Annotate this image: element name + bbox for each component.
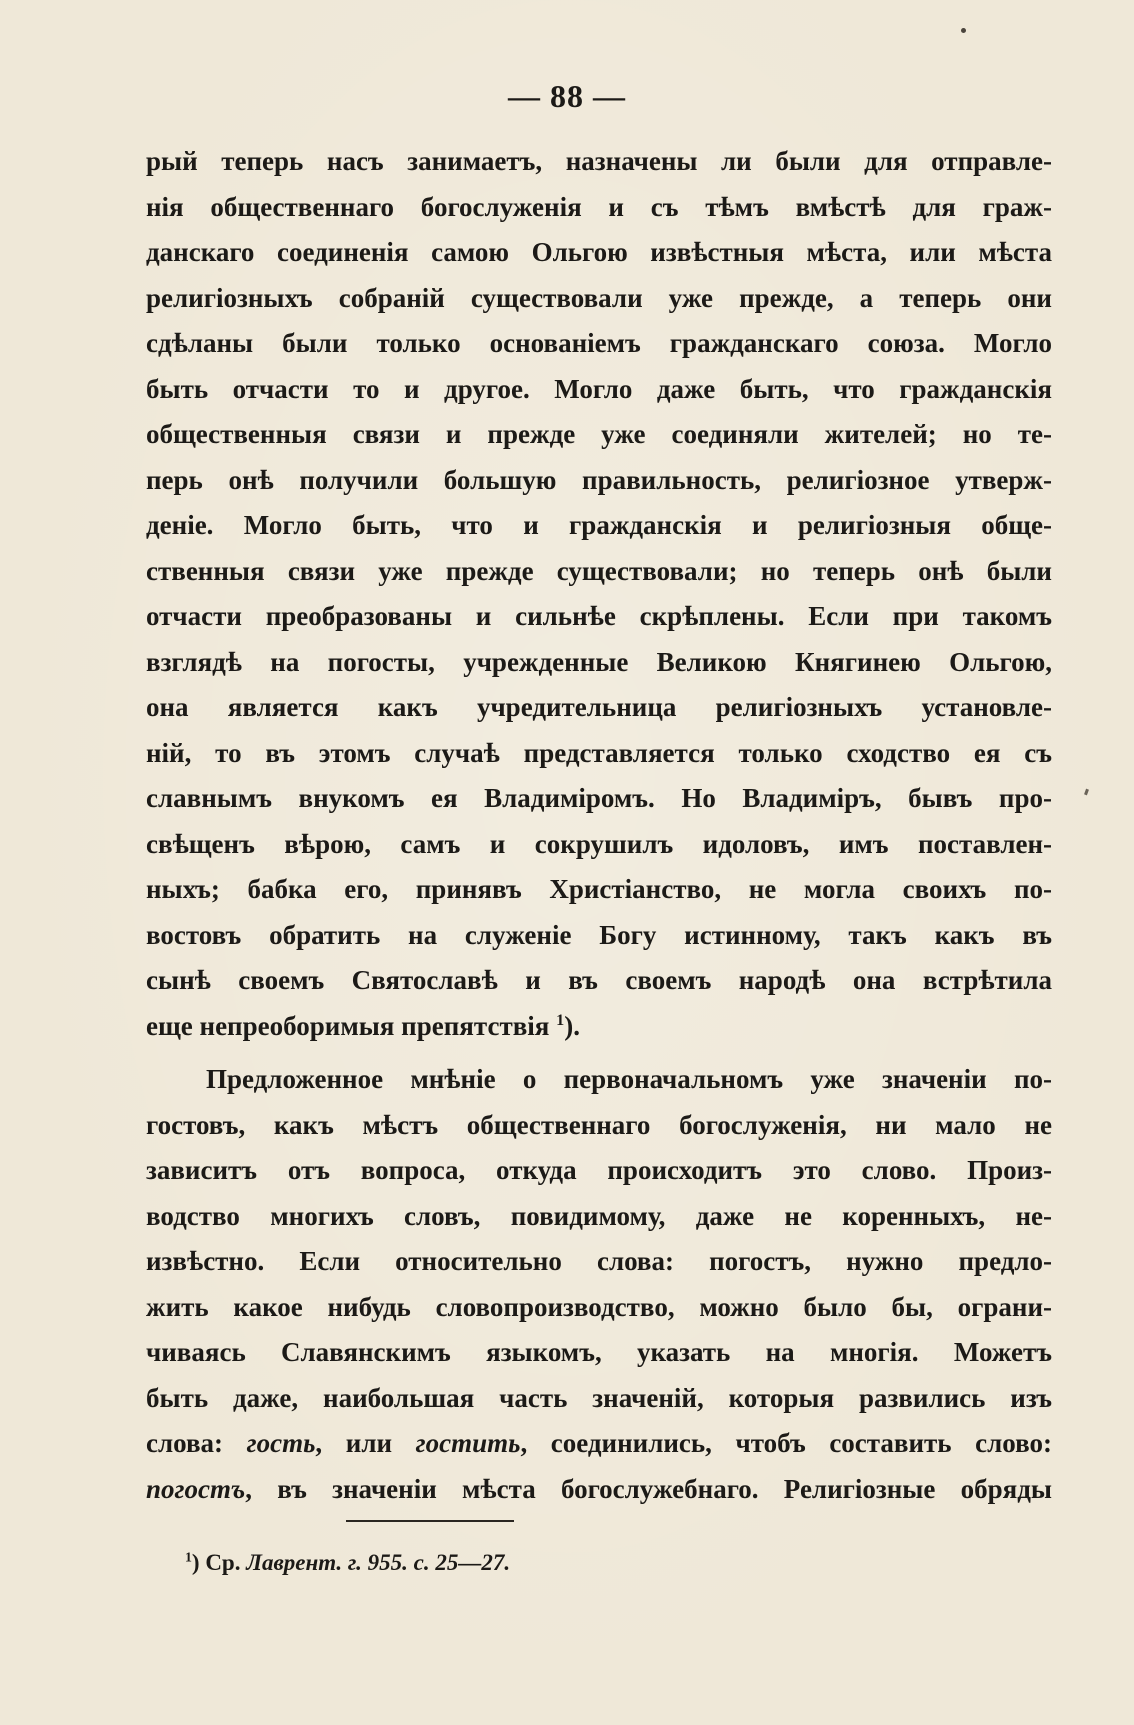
text-line: зависитъ отъ вопроса, откуда происходитъ это слово. Произ- [146,1155,1052,1185]
text-line: ственныя связи уже прежде существовали; но теперь онѣ были [146,555,1052,586]
text-line: Предложенное мнѣніе о первоначальномъ уже значеніи по- [206,1064,1052,1094]
text-line: рый теперь насъ занимаетъ, назначены ли были для отправле- [146,146,1052,176]
footnote-marker: 1 [185,1549,192,1565]
text-line: чиваясь Славянскимъ языкомъ, указать на многія. Можетъ [146,1337,1052,1367]
line-text: , или [315,1428,416,1458]
text-line: гостовъ, какъ мѣстъ общественнаго богослуженія, ни мало не [146,1109,1052,1140]
paragraph-1-last-line [146,1004,1052,1050]
text-line: жить какое нибудь словопроизводство, можно было бы, ограни- [146,1291,1052,1322]
text-line: сынѣ своемъ Святославѣ и въ своемъ народѣ она встрѣтила [146,965,1052,995]
text-line: быть даже, наибольшая часть значеній, которыя развились изъ [146,1382,1052,1413]
italic-word-gost: гость [246,1428,316,1458]
last-line-text: еще непреоборимыя препятствія [146,1010,550,1041]
text-line: быть отчасти то и другое. Могло даже быть, что гражданскія [146,373,1052,404]
text-line: данскаго соединенія самою Ольгою извѣстныя мѣста, или мѣста [146,237,1052,267]
last-line-tail: ). [564,1010,580,1041]
footnote-reference[interactable]: 1 [556,1010,565,1029]
paragraph-2 [146,1057,1052,1421]
page-number: — 88 — [508,78,626,114]
italic-word-pogost: погостъ [146,1473,246,1504]
footnote-source: Лаврент. г. 955. с. 25—27. [246,1550,511,1575]
text-line: востовъ обратить на служеніе Богу истинному, такъ какъ въ [146,919,1052,950]
paragraph-1 [146,139,1052,1004]
ink-speck [961,28,966,33]
text-line: водство многихъ словъ, повидимому, даже не коренныхъ, не- [146,1200,1052,1231]
ink-speck [1084,789,1089,796]
line-text: слова: [146,1428,247,1458]
footnote [185,1547,510,1579]
italic-word-gostit: гостить [415,1428,521,1458]
footnote-divider [346,1520,514,1522]
text-line: ныхъ; бабка его, принявъ Христіанство, не могла своихъ по- [146,874,1052,904]
text-line: отчасти преобразованы и сильнѣе скрѣплены. Если при такомъ [146,601,1052,631]
text-line: сдѣланы были только основаніемъ гражданскаго союза. Могло [146,328,1052,358]
line-text: , соединились, чтобъ составить слово: [520,1428,1052,1458]
text-line: свѣщенъ вѣрою, самъ и сокрушилъ идоловъ, имъ поставлен- [146,828,1052,859]
text-line: извѣстно. Если относительно слова: погостъ, нужно предло- [146,1246,1052,1276]
paragraph-2-line-pogost [146,1467,1052,1513]
text-line: славнымъ внукомъ ея Владиміромъ. Но Владиміръ, бывъ про- [146,783,1052,813]
text-line: религіозныхъ собраній существовали уже прежде, а теперь они [146,282,1052,313]
text-line: деніе. Могло быть, что и гражданскія и религіозныя обще- [146,510,1052,540]
text-line: нія общественнаго богослуженія и съ тѣмъ вмѣстѣ для граж- [146,191,1052,222]
paragraph-2-line-gost [146,1421,1052,1467]
text-line: ній, то въ этомъ случаѣ представляется только сходство ея съ [146,737,1052,768]
footnote-prefix: ) Ср. [191,1550,247,1575]
text-line: она является какъ учредительница религіозныхъ установле- [146,692,1052,722]
body-text [146,139,1052,1512]
line-text: , въ значеніи мѣста богослужебнаго. Религіозные обряды [245,1473,1052,1504]
text-line: общественныя связи и прежде уже соединяли жителей; но те- [146,419,1052,449]
text-line: перь онѣ получили большую правильность, религіозное утверж- [146,464,1052,495]
text-line: взглядѣ на погосты, учрежденные Великою Княгинею Ольгою, [146,646,1052,677]
